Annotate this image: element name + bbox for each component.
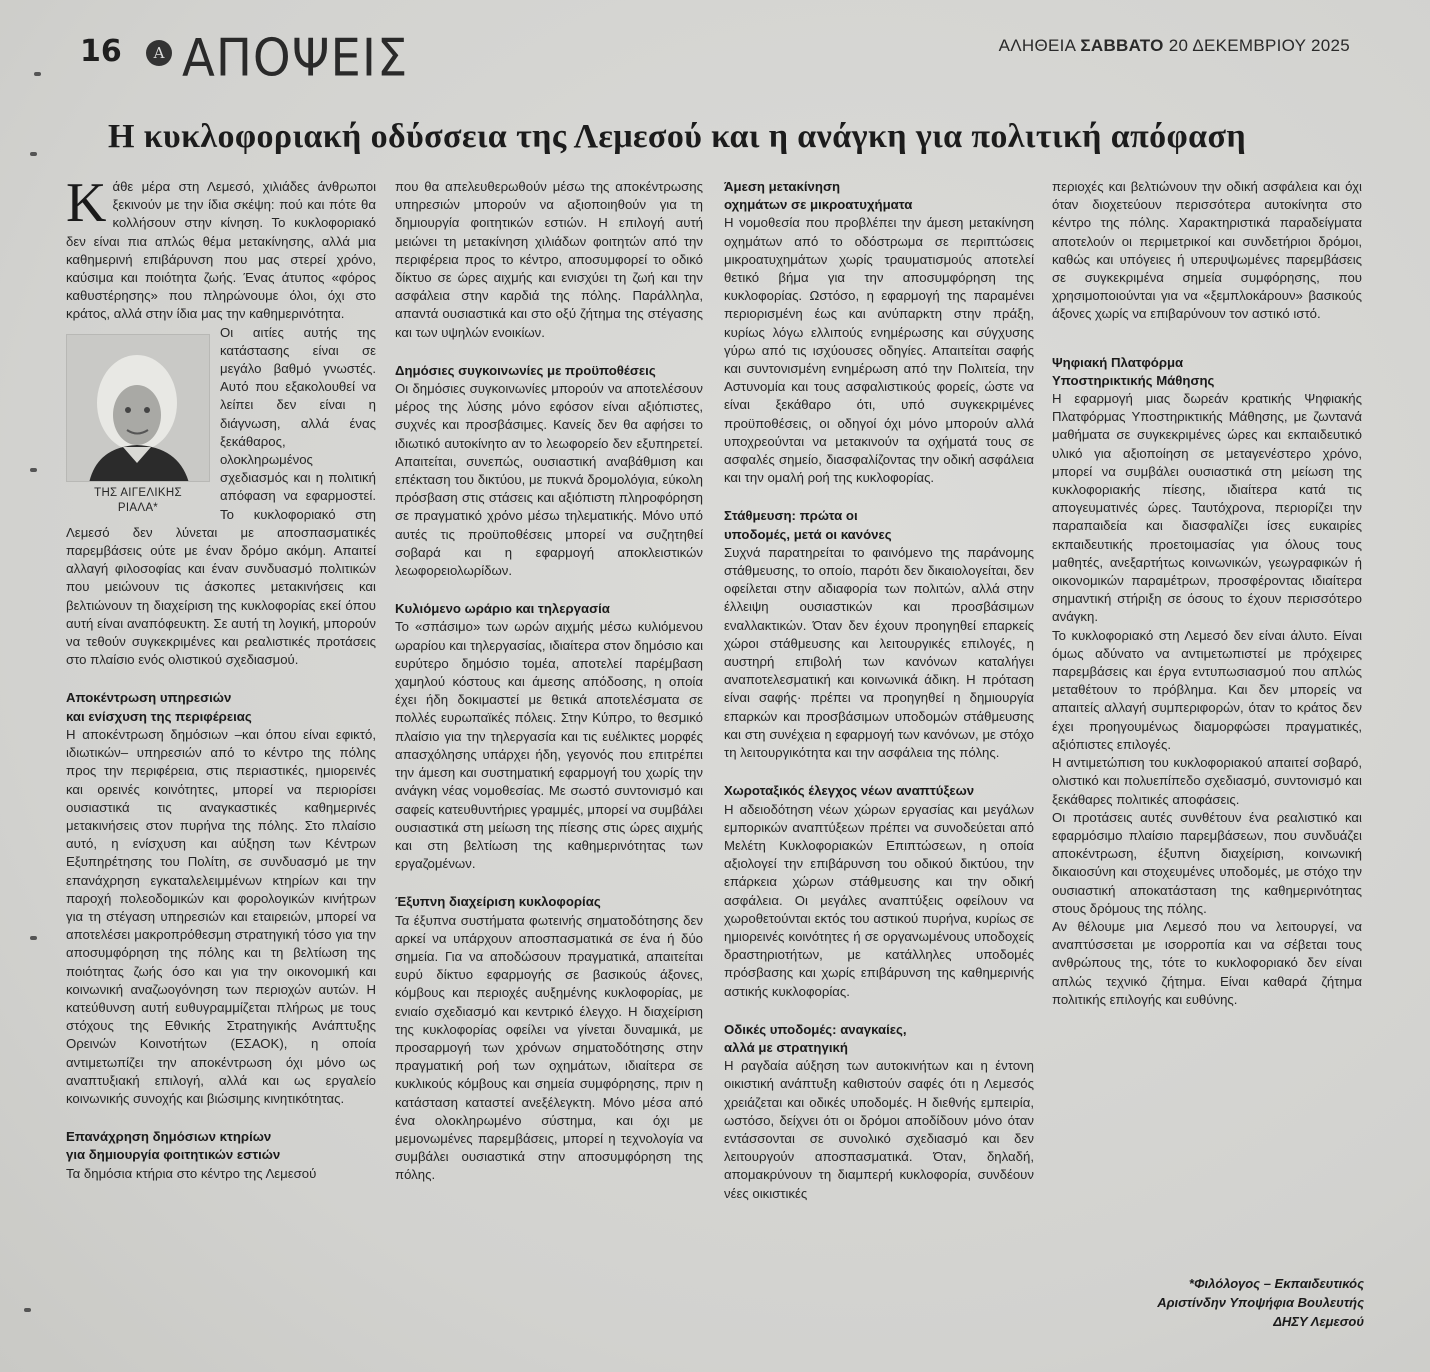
body-paragraph: Συχνά παρατηρείται το φαινόμενο της παράνομης στάθμευσης, το οποίο, παρότι δεν δικαιολογείται, δεν οφείλεται στην αδιαφορία των πολιτών, αλλά στην έλλειψη ουσιαστικών και προσβάσιμων εναλλακτικών. Όταν δεν έχουν προηγηθεί επαρκείς χώροι στάθμευσης και λειτουργικές επιλογές, η αυστηρή επιβολή των κανόνων καταλήγει αναποτελεσματική και κοινωνικά άδικη. Η πρόταση είναι σαφής· πρέπει να προηγηθεί η δημιουργία επαρκών και προσβάσιμων υποδομών στάθμευσης και στη συνέχεια η εφαρμογή των κανόνων, με στόχο τη λειτουργικότητα και την ασφάλεια της πόλης. [724, 544, 1034, 761]
article-column-4 [1052, 178, 1362, 1009]
margin-mark [34, 72, 41, 76]
subheading-zoning: Χωροταξικός έλεγχος νέων αναπτύξεων [724, 783, 975, 799]
conclusion-paragraph: Η αντιμετώπιση του κυκλοφοριακού απαιτεί σοβαρό, ολιστικό και πολυεπίπεδο σχεδιασμό, συντονισμό και ξεκάθαρες πολιτικές αποφάσεις. [1052, 755, 1362, 807]
intro-paragraph-2 [66, 324, 376, 670]
subheading-line: Υποστηρικτικής Μάθησης [1052, 372, 1215, 388]
body-paragraph: Η εφαρμογή μιας δωρεάν κρατικής Ψηφιακής Πλατφόρμας Υποστηρικτικής Μάθησης, με ζωντανά μαθήματα σε συγκεκριμένες ώρες και εκπαιδευτικό υλικό για αξιοποίηση σε μεταγενέστερο χρόνο, μπορεί να συμβάλει ουσιαστικά στη μείωση της κυκλοφοριακής πίεσης, ιδιαίτερα κατά τις απογευματινές ώρες. Ταυτόχρονα, περιορίζει την παραπαιδεία και διασφαλίζει ίσες ευκαιρίες εκπαιδευτικής προετοιμασίας για όλους τους μαθητές, ανεξαρτήτως κοινωνικών, γεωγραφικών ή οικονομικών παραμέτρων, προσφέροντας ιδιαίτερα σημαντική στήριξη σε όσους το έχουν περισσότερο ανάγκη. [1052, 391, 1362, 625]
subheading-digital-platform [1052, 354, 1362, 390]
article-column-1 [66, 172, 376, 1183]
body-paragraph: Οι δημόσιες συγκοινωνίες μπορούν να αποτελέσουν μέρος της λύσης μόνο εφόσον είναι αξιόπιστες, συχνές και προσβάσιμες. Κανείς δεν θα αφήσει το ιδιωτικό αυτοκίνητο αν το λεωφορείο δεν εξυπηρετεί. Απαιτείται, συνεπώς, ουσιαστική αναβάθμιση και επέκταση του δικτύου, με πυκνά δρομολόγια, εύκολη πρόσβαση στις στάσεις και αξιόπιστη πληροφόρηση σε πραγματικό χρόνο μέσω τηλεματικής. Μόνο υπό αυτές τις προϋποθέσεις μπορεί να συζητηθεί σοβαρά και η εφαρμογή αποκλειστικών λεωφορειολωρίδων. [395, 381, 703, 579]
subheading-line: Οδικές υποδομές: αναγκαίες, [724, 1021, 907, 1037]
subheading-line: και ενίσχυση της περιφέρειας [66, 708, 252, 724]
margin-mark [24, 1308, 31, 1312]
signoff-line: Αριστίνδην Υποψήφια Βουλευτής [1157, 1295, 1364, 1310]
intro-text-2: Οι αιτίες αυτής της κατάστασης είναι σε μεγάλο βαθμό γνωστές. Αυτό που εξακολουθεί να λείπει δεν είναι η διάγνωση, αλλά ένας ξεκάθαρος, ολοκληρωμένος σχεδιασμός και η πολιτική απόφαση να εφαρμοστεί. Το κυκλοφοριακό στη Λεμεσό δεν λύνεται με αποσπασματικές παρεμβάσεις ούτε με έναν δρόμο ακόμη. Απαιτεί αλλαγή φιλοσοφίας και έναν συνδυασμό πολιτικών που μειώνουν τις άσκοπες μετακινήσεις και βελτιώνουν τη διαχείριση της κυκλοφορίας εκεί όπου αυτή είναι αναπόφευκτη. Σε αυτή τη λογική, μπορούν να τεθούν συγκεκριμένες και ρεαλιστικές προτάσεις στο πλαίσιο ενός ολιστικού σχεδιασμού. [66, 324, 376, 668]
margin-mark [30, 152, 37, 156]
author-box [66, 334, 210, 516]
issue-info [999, 36, 1350, 56]
subheading-accidents [724, 178, 1034, 214]
body-paragraph: Τα δημόσια κτήρια στο κέντρο της Λεμεσού [66, 1165, 317, 1181]
body-paragraph: Τα έξυπνα συστήματα φωτεινής σηματοδότησης δεν αρκεί να υπάρχουν αποσπασματικά σε ένα ή δύο σημεία. Για να αποδώσουν πραγματικά, απαιτείται ευρύ δίκτυο εφαρμογής σε βασικούς άξονες, κόμβους και περιοχές αυξημένης κυκλοφορίας, με ενιαίο σχεδιασμό και κεντρικό έλεγχο. Η διαχείριση της κυκλοφορίας οφείλει να γίνεται δυναμικά, με προσαρμογή των χρόνων σηματοδότησης στην πραγματική ροή των οχημάτων, ιδιαίτερα σε κυκλικούς κόμβους και σημεία συμφόρησης, πριν η κατάσταση καταστεί ανεξέλεγκτη. Μόνο μέσα από ένα ολοκληρωμένο σύστημα, και όχι με μεμονωμένες παρεμβάσεις, μπορεί η τεχνολογία να συμβάλει ουσιαστικά στην αποσυμφόρηση της πόλης. [395, 912, 703, 1183]
article-headline: Η κυκλοφοριακή οδύσσεια της Λεμεσού και η ανάγκη για πολιτική απόφαση [108, 118, 1247, 155]
conclusion-paragraph: Οι προτάσεις αυτές συνθέτουν ένα ρεαλιστικό και εφαρμόσιμο πλαίσιο παρεμβάσεων, που συνδυάζει αποκέντρωση, έξυπνη διαχείριση, κοινωνική δικαιοσύνη και στοχευμένες υποδομές, με στόχο την ουσιαστική αποκατάσταση της καθημερινότητας στους δρόμους της πόλης. [1052, 809, 1362, 916]
body-paragraph: Η αδειοδότηση νέων χώρων εργασίας και μεγάλων εμπορικών αναπτύξεων πρέπει να συνοδεύεται από Μελέτη Κυκλοφοριακών Επιπτώσεων, η οποία αξιολογεί την επιβάρυνση του οδικού δικτύου, την επάρκεια χώρων στάθμευσης και την οδική ασφάλεια. Οι μεγάλες αναπτύξεις οφείλουν να χωροθετούνται εκτός του αστικού πυρήνα, κυρίως σε ημιορεινές κοινότητες ή σε οργανωμένους υποδοχείς δραστηριοτήτων, με κατάλληλες υποδομές πρόσβασης και χωρίς επιβάρυνση της καθημερινής αστικής κυκλοφορίας. [724, 801, 1034, 999]
subheading-line: υποδομές, μετά οι κανόνες [724, 526, 892, 542]
signoff-line: *Φιλόλογος – Εκπαιδευτικός [1188, 1276, 1364, 1291]
body-paragraph: Η αποκέντρωση δημόσιων –και όπου είναι εφικτό, ιδιωτικών– υπηρεσιών από το κέντρο της πόλης προς την περιφέρεια, στις περιαστικές, ημιορεινές και ορεινές κοινότητες, μπορεί να περιορίσει ουσιαστικά τις αναγκαστικές καθημερινές μετακινήσεις στον πυρήνα της πόλης. Στο πλαίσιο αυτό, η ενίσχυση και αύξηση των Κέντρων Εξυπηρέτησης του Πολίτη, σε συνδυασμό με την επανάχρηση εγκαταλελειμμένων κτηρίων και την παροχή πολεοδομικών και φορολογικών κινήτρων για τη στέγαση υπηρεσιών και εταιρειών, μπορεί να αποτελέσει μακροπρόθεσμη στρατηγική τόσο για την αποσυμφόρηση της πόλης και τη βελτίωση της ποιότητας ζωής όσο και για την οικονομική και κοινωνική αναζωογόνηση των περιοχών αυτών. Η κατεύθυνση αυτή ευθυγραμμίζεται πλήρως με τους στόχους της Εθνικής Στρατηγικής Ανάπτυξης Ορεινών Κοινοτήτων (ΕΣΑΟΚ), η οποία αντιμετωπίζει την αποκέντρωση όχι μόνο ως αναπτυξιακή επιλογή, αλλά και ως εργαλείο κοινωνικής συνοχής και βιώσιμης κινητικότητας. [66, 726, 376, 1106]
author-line-1: ΤΗΣ ΑΙΓΕΛΙΚΗΣ [94, 486, 182, 499]
article-column-2 [395, 178, 703, 1185]
subheading-reuse [66, 1128, 376, 1164]
body-paragraph: Η ραγδαία αύξηση των αυτοκινήτων και η έντονη οικιστική ανάπτυξη καθιστούν σαφές ότι η Λεμεσός χρειάζεται και οδικές υποδομές. Η διεθνής εμπειρία, ωστόσο, δείχνει ότι οι δρόμοι αποδίδουν μόνο όταν εντάσσονται σε συνολικό σχεδιασμό και δεν λειτουργούν αποσπασματικά. Όταν, δηλαδή, απομακρύνουν τη διαμπερή κυκλοφορία, συνδέουν νέες οικιστικές [724, 1058, 1034, 1201]
section-title: ΑΠΟΨΕΙΣ [182, 28, 409, 89]
subheading-parking [724, 507, 1034, 543]
author-portrait-illustration [67, 335, 210, 482]
issue-day: ΣΑΒΒΑΤΟ [1080, 36, 1164, 55]
article-column-3 [724, 178, 1034, 1203]
body-paragraph: Η νομοθεσία που προβλέπει την άμεση μετακίνηση οχημάτων από το οδόστρωμα σε περιπτώσεις μικροατυχημάτων χωρίς τραυματισμούς αποτελεί θετικό βήμα για την αποσυμφόρηση της κυκλοφορίας. Ωστόσο, η εφαρμογή της παραμένει περιορισμένη έως και ανύπαρκτη στην πράξη, κυρίως λόγω ελλιπούς ενημέρωσης και σύγχυσης γύρω από τις ισχύουσες οδηγίες. Απαιτείται σαφής και συντονισμένη ενημέρωση από την Πολιτεία, την Αστυνομία και τους ασφαλιστικούς φορείς, ώστε να είναι ξεκάθαρο ότι, υπό συγκεκριμένες προϋποθέσεις, οι οδηγοί όχι μόνο μπορούν αλλά υποχρεούνται να μετακινούν τα οχήματά τους σε ασφαλές σημείο, διασφαλίζοντας την οδική ασφάλεια και την ομαλή ροή της κυκλοφορίας. [724, 215, 1034, 486]
author-photo [66, 334, 210, 482]
body-paragraph: που θα απελευθερωθούν μέσω της αποκέντρωσης υπηρεσιών μπορούν να αξιοποιηθούν για τη δημιουργία φοιτητικών εστιών. Η επιλογή αυτή μειώνει τη μετακίνηση χιλιάδων φοιτητών από την περιφέρεια προς το κέντρο, αποσυμφορεί το οδικό δίκτυο σε ώρες αιχμής και ενισχύει τη ζωή και την ασφάλεια στην καρδιά της πόλης. Παράλληλα, απαντά ουσιαστικά και στο οξύ ζήτημα της στέγασης και των υψηλών ενοικίων. [395, 179, 703, 340]
page-header [70, 30, 1360, 92]
page-number: 16 [80, 34, 122, 69]
margin-mark [30, 936, 37, 940]
author-line-2: ΡΙΑΛΑ* [117, 501, 159, 514]
author-signoff [1157, 1274, 1364, 1331]
body-paragraph: Το «σπάσιμο» των ωρών αιχμής μέσω κυλιόμενου ωραρίου και τηλεργασίας, ιδιαίτερα στον δημόσιο και ευρύτερο δημόσιο τομέα, αποτελεί παρέμβαση χαμηλού κόστους και άμεσης απόδοσης, η οποία έχει ήδη δοκιμαστεί με θετικά αποτελέσματα σε πολλές ευρωπαϊκές πόλεις. Στην Κύπρο, το θεσμικό πλαίσιο για την τηλεργασία και τις ευέλικτες μορφές απασχόλησης υπάρχει ήδη, γεγονός που επιτρέπει την άμεση και συστηματική εφαρμογή του χωρίς την ανάγκη νέας νομοθεσίας. Με σωστό συντονισμό και σαφείς κατευθυντήριες γραμμές, μπορεί να συμβάλει ουσιαστικά στη μείωση της πίεσης στις ώρες αιχμής και στη βελτίωση της καθημερινότητας των εργαζομένων. [395, 619, 703, 872]
drop-cap: Κ [66, 172, 107, 234]
body-paragraph: περιοχές και βελτιώνουν την οδική ασφάλεια και όχι όταν διοχετεύουν περισσότερα αυτοκίνητα στο κέντρο της πόλης. Χαρακτηριστικά παραδείγματα αποτελούν οι περιμετρικοί και συνδετήριοι δρόμοι, καθώς και υπόγειες ή υπερυψωμένες παρεμβάσεις σε συγκεκριμένα σημεία συμφόρησης, που χρησιμοποιούνται για να «ξεμπλοκάρουν» βασικούς άξονες χωρίς να επιβαρύνουν τον αστικό ιστό. [1052, 179, 1362, 322]
conclusion-paragraph: Το κυκλοφοριακό στη Λεμεσό δεν είναι άλυτο. Είναι όμως αδύνατο να αντιμετωπιστεί με πρόχειρες παρεμβάσεις και έργα εντυπωσιασμού που απλώς μεταθέτουν το πρόβλημα. Και δεν μπορείς να απαιτείς αλλαγή συμπεριφορών, όταν το κράτος δεν έχει προηγουμένως διαμορφώσει πραγματικές, αξιόπιστες επιλογές. [1052, 627, 1362, 752]
subheading-line: για δημιουργία φοιτητικών εστιών [66, 1147, 281, 1163]
intro-paragraph-1 [66, 172, 376, 324]
author-byline [66, 486, 210, 516]
subheading-smart-traffic: Έξυπνη διαχείριση κυκλοφορίας [395, 894, 601, 910]
subheading-line: Επανάχρηση δημόσιων κτηρίων [66, 1129, 272, 1145]
newspaper-logo-icon: Α [146, 40, 172, 66]
conclusion-paragraph: Αν θέλουμε μια Λεμεσό που να λειτουργεί, να αναπτύσσεται με ισορροπία και να σέβεται τους ανθρώπους της, τότε το κυκλοφοριακό δεν είναι απλώς τεχνικό ζήτημα. Είναι καθαρά ζήτημα πολιτικής επιλογής και ευθύνης. [1052, 918, 1362, 1007]
subheading-line: Άμεση μετακίνηση [724, 179, 841, 194]
signoff-line: ΔΗΣΥ Λεμεσού [1273, 1314, 1364, 1329]
subheading-line: οχημάτων σε μικροατυχήματα [724, 197, 913, 213]
subheading-line: Ψηφιακή Πλατφόρμα [1052, 354, 1184, 370]
subheading-decentralization [66, 689, 376, 725]
subheading-line: αλλά με στρατηγική [724, 1039, 848, 1055]
subheading-transit: Δημόσιες συγκοινωνίες με προϋποθέσεις [395, 362, 656, 378]
paper-name: ΑΛΗΘΕΙΑ [998, 36, 1076, 55]
subheading-remote-work: Κυλιόμενο ωράριο και τηλεργασία [395, 601, 610, 617]
subheading-roads [724, 1021, 1034, 1057]
subheading-line: Στάθμευση: πρώτα οι [724, 508, 858, 524]
intro-text-1: άθε μέρα στη Λεμεσό, χιλιάδες άνθρωποι ξεκινούν με την ίδια σκέψη: πού και πότε θα κολλήσουν στην κίνηση. Το κυκλοφοριακό δεν είναι πια απλώς θέμα μετακίνησης, αλλά μια καθημερινή επιβάρυνση που μας στερεί χρόνο, καύσιμα και ποιότητα ζωής. Ένας άτυπος «φόρος καθυστέρησης» που πληρώνουμε όλοι, όχι στο κράτος, αλλά στην ίδια μας την καθημερινότητα. [66, 179, 376, 322]
subheading-line: Αποκέντρωση υπηρεσιών [66, 690, 232, 706]
margin-mark [30, 468, 37, 472]
issue-date: 20 ΔΕΚΕΜΒΡΙΟΥ 2025 [1168, 36, 1350, 55]
